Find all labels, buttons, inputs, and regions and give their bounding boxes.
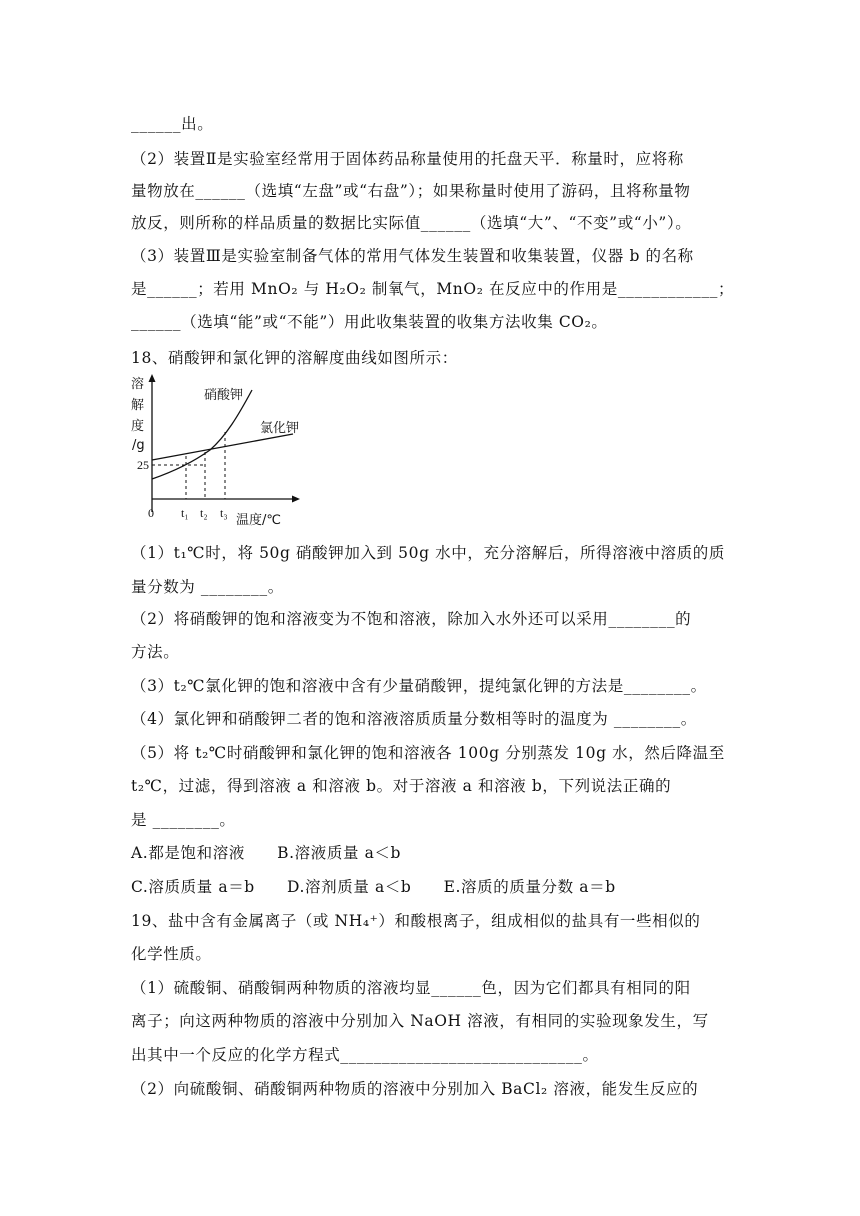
- x-tick-label: t₂: [200, 506, 208, 520]
- text-line: 是 ________。: [131, 811, 236, 829]
- solubility-curve-figure: [128, 372, 310, 528]
- text-line: （2）将硝酸钾的饱和溶液变为不饱和溶液，除加入水外还可以采用________的: [131, 610, 692, 628]
- y-label-char: 解: [131, 398, 145, 413]
- text-line: （1）t₁℃时，将 50g 硝酸钾加入到 50g 水中，充分溶解后，所得溶液中溶质的质: [131, 544, 725, 562]
- text-line: 出其中一个反应的化学方程式_____________________________。: [131, 1046, 599, 1064]
- text-line: 是______；若用 MnO₂ 与 H₂O₂ 制氧气，MnO₂ 在反应中的作用是____________；: [131, 280, 735, 298]
- text-line: （3）t₂℃氯化钾的饱和溶液中含有少量硝酸钾，提纯氯化钾的方法是________。: [131, 677, 707, 695]
- text-line: （5）将 t₂℃时硝酸钾和氯化钾的饱和溶液各 100g 分别蒸发 10g 水，然后降温至: [131, 744, 725, 762]
- y-label-char: 度: [131, 419, 145, 434]
- text-line: 方法。: [131, 643, 180, 661]
- text-line: （3）装置Ⅲ是实验室制备气体的常用气体发生装置和收集装置，仪器 b 的名称: [131, 247, 694, 265]
- y-tick-label: 25: [137, 458, 149, 472]
- answer-options: A.都是饱和溶液 B.溶液质量 a＜b: [131, 844, 402, 862]
- text-line: 化学性质。: [131, 945, 212, 963]
- text-line: 量分数为 ________。: [131, 578, 284, 596]
- text-line: ______（选填“能”或“不能”）用此收集装置的收集方法收集 CO₂。: [131, 313, 608, 331]
- text-line: 放反，则所称的样品质量的数据比实际值______（选填“大”、“不变”或“小”）。: [131, 214, 692, 232]
- text-line: ______出。: [131, 115, 214, 133]
- question-18-heading: 18、硝酸钾和氯化钾的溶解度曲线如图所示：: [131, 349, 458, 367]
- text-line: （2）向硫酸铜、硝酸铜两种物质的溶液中分别加入 BaCl₂ 溶液，能发生反应的: [131, 1080, 699, 1098]
- answer-options: C.溶质质量 a＝b D.溶剂质量 a＜b E.溶质的质量分数 a＝b: [131, 878, 616, 896]
- y-axis-arrow: [149, 374, 156, 382]
- kcl-label: 氯化钾: [260, 421, 300, 436]
- text-line: （1）硫酸铜、硝酸铜两种物质的溶液均显______色，因为它们都具有相同的阳: [131, 979, 691, 997]
- text-line: 量物放在______（选填“左盘”或“右盘”）；如果称量时使用了游码，且将称量物: [131, 182, 691, 200]
- y-label-char: 溶: [131, 377, 145, 392]
- kno3-label: 硝酸钾: [204, 388, 244, 403]
- y-label-char: /g: [132, 438, 145, 453]
- question-19-heading: 19、盐中含有金属离子（或 NH₄⁺）和酸根离子，组成相似的盐具有一些相似的: [131, 912, 701, 930]
- x-tick-label: t₁: [181, 506, 189, 520]
- text-line: t₂℃，过滤，得到溶液 a 和溶液 b。对于溶液 a 和溶液 b，下列说法正确的: [131, 777, 672, 795]
- text-line: （2）装置Ⅱ是实验室经常用于固体药品称量使用的托盘天平．称量时，应将称: [131, 150, 684, 168]
- x-axis-arrow: [292, 496, 300, 503]
- x-axis-label: 温度/℃: [236, 513, 281, 528]
- text-line: 离子；向这两种物质的溶液中分别加入 NaOH 溶液，有相同的实验现象发生，写: [131, 1012, 709, 1030]
- x-tick-label: t₃: [220, 506, 228, 520]
- origin-label: 0: [148, 506, 154, 520]
- text-line: （4）氯化钾和硝酸钾二者的饱和溶液溶质质量分数相等时的温度为 ________。: [131, 710, 697, 728]
- kno3-curve: [152, 390, 252, 479]
